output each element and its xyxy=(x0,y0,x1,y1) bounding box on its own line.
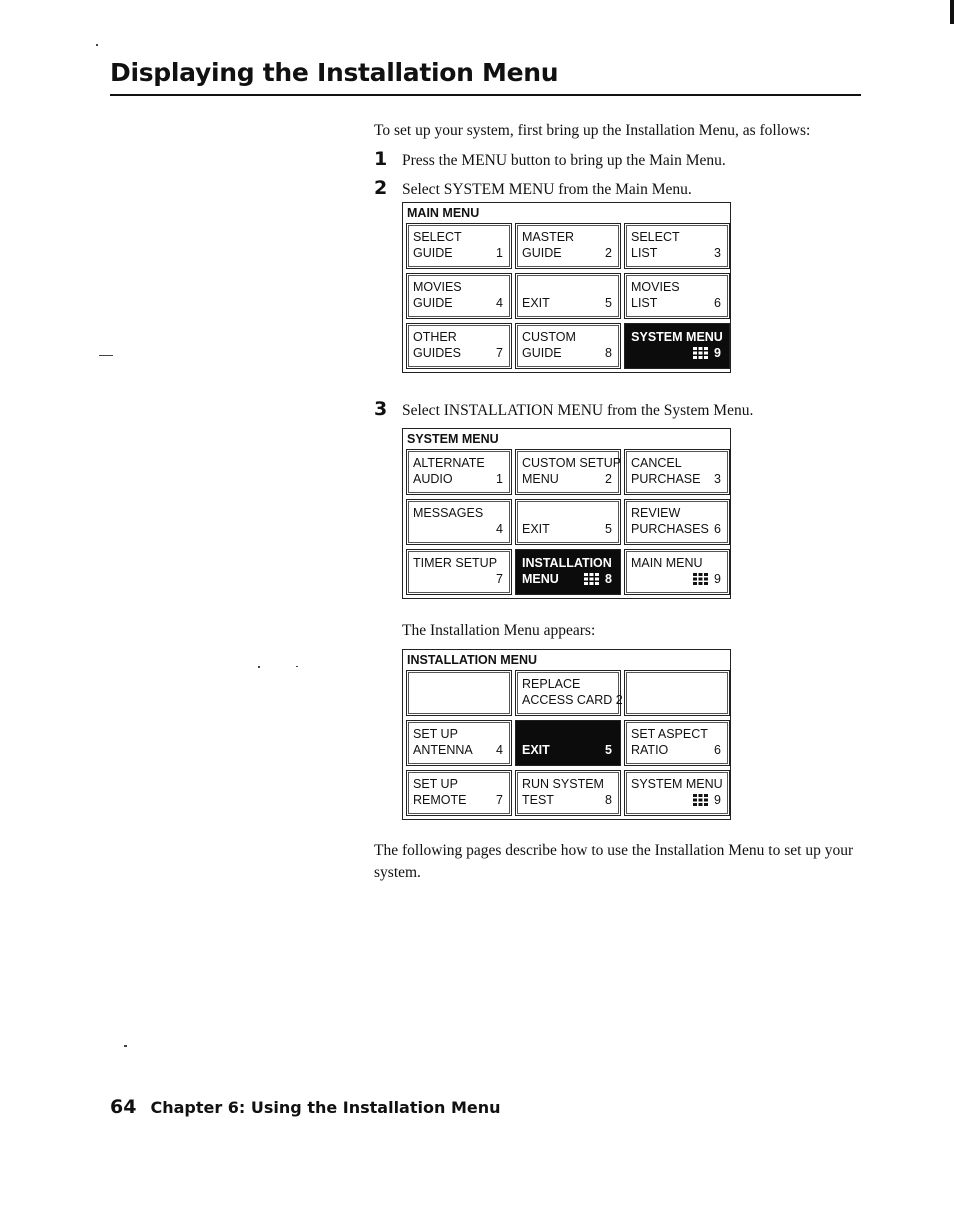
grid-icon xyxy=(693,794,708,806)
cell-number: 4 xyxy=(496,743,503,757)
cell-label: INSTALLATION xyxy=(522,556,612,570)
menu-cell-review-purchases[interactable] xyxy=(624,499,730,545)
closing-text: The following pages describe how to use the Installation Menu to set up your system. xyxy=(374,842,854,881)
cell-number: 8 xyxy=(605,793,612,807)
system-menu-diagram xyxy=(402,428,731,599)
cell-label: EXIT xyxy=(522,743,550,757)
cell-number: 8 xyxy=(605,572,612,586)
cell-label: SYSTEM MENU xyxy=(631,777,723,791)
cell-label: SET UP xyxy=(413,727,458,741)
scan-speck xyxy=(258,666,260,668)
menu-cell-exit[interactable] xyxy=(515,720,621,766)
cell-label: GUIDE xyxy=(522,346,562,360)
cell-label: MENU xyxy=(522,472,559,486)
cell-number-group xyxy=(584,571,612,587)
cell-label: GUIDE xyxy=(522,246,562,260)
cell-label: TEST xyxy=(522,793,554,807)
scan-speck xyxy=(124,1045,127,1047)
menu-cell-installation-menu[interactable] xyxy=(515,549,621,595)
cell-number: 8 xyxy=(605,346,612,360)
menu-cell-select-guide[interactable] xyxy=(406,223,512,269)
step-text: Select SYSTEM MENU from the Main Menu. xyxy=(402,181,692,198)
menu-cell-messages[interactable] xyxy=(406,499,512,545)
menu-cell-set-aspect-ratio[interactable] xyxy=(624,720,730,766)
cell-label: OTHER xyxy=(413,330,457,344)
menu-grid xyxy=(403,670,730,819)
cell-number: 1 xyxy=(496,246,503,260)
step-number: 1 xyxy=(374,148,388,170)
menu-cell-other-guides[interactable] xyxy=(406,323,512,369)
cell-label: CUSTOM xyxy=(522,330,576,344)
intro-text: To set up your system, first bring up the Installation Menu, as follows: xyxy=(374,122,811,139)
grid-icon xyxy=(584,573,599,585)
grid-icon xyxy=(693,573,708,585)
menu-cell-movies-list[interactable] xyxy=(624,273,730,319)
cell-label: ALTERNATE xyxy=(413,456,485,470)
page-footer xyxy=(110,1096,501,1118)
menu-title: INSTALLATION MENU xyxy=(407,653,538,667)
cell-label: SET ASPECT xyxy=(631,727,708,741)
menu-cell-blank xyxy=(406,670,512,716)
cell-label: LIST xyxy=(631,246,658,260)
appears-text: The Installation Menu appears: xyxy=(402,622,596,639)
menu-title: SYSTEM MENU xyxy=(407,432,499,446)
cell-number: 7 xyxy=(496,793,503,807)
grid-icon xyxy=(693,347,708,359)
cell-number: 7 xyxy=(496,346,503,360)
step-1 xyxy=(374,148,726,170)
cell-number-group xyxy=(693,792,721,808)
cell-number: 6 xyxy=(714,522,721,536)
cell-label: GUIDE xyxy=(413,296,453,310)
cell-label: PURCHASES xyxy=(631,522,709,536)
cell-number-group xyxy=(693,571,721,587)
cell-label: LIST xyxy=(631,296,658,310)
cell-number: 2 xyxy=(605,246,612,260)
cell-label: TIMER SETUP xyxy=(413,556,498,570)
cell-label: MOVIES xyxy=(413,280,462,294)
scan-speck xyxy=(96,44,98,46)
cell-number: 6 xyxy=(714,743,721,757)
menu-cell-movies-guide[interactable] xyxy=(406,273,512,319)
cell-label: EXIT xyxy=(522,296,550,310)
cell-number: 9 xyxy=(714,793,721,807)
cell-label xyxy=(522,726,614,742)
cell-label: SYSTEM MENU xyxy=(631,330,723,344)
cell-label: CANCEL xyxy=(631,456,682,470)
menu-title: MAIN MENU xyxy=(407,206,480,220)
cell-label: MOVIES xyxy=(631,280,680,294)
cell-number: 9 xyxy=(714,346,721,360)
cell-label: REVIEW xyxy=(631,506,681,520)
cell-number: 4 xyxy=(496,296,503,310)
cell-label: SELECT xyxy=(631,230,680,244)
cell-label: MAIN MENU xyxy=(631,556,703,570)
cell-number: 7 xyxy=(496,572,503,586)
menu-cell-replace-access-card[interactable] xyxy=(515,670,621,716)
menu-cell-select-list[interactable] xyxy=(624,223,730,269)
step-3 xyxy=(374,398,753,420)
menu-cell-master-guide[interactable] xyxy=(515,223,621,269)
menu-cell-blank xyxy=(624,670,730,716)
cell-number: 5 xyxy=(605,296,612,310)
cell-label: RUN SYSTEM xyxy=(522,777,604,791)
menu-cell-system-menu[interactable] xyxy=(624,770,730,816)
cell-label: REMOTE xyxy=(413,793,467,807)
title-rule xyxy=(110,94,861,96)
step-number: 2 xyxy=(374,177,388,199)
cell-label xyxy=(413,521,505,537)
cell-label: EXIT xyxy=(522,522,550,536)
cell-label: PURCHASE xyxy=(631,472,701,486)
cell-number: 5 xyxy=(605,743,612,757)
menu-cell-set-up-antenna[interactable] xyxy=(406,720,512,766)
cell-number: 5 xyxy=(605,522,612,536)
page-title: Displaying the Installation Menu xyxy=(110,58,559,87)
scan-speck xyxy=(296,666,298,667)
cell-label xyxy=(413,571,505,587)
menu-cell-exit[interactable] xyxy=(515,273,621,319)
menu-cell-system-menu[interactable] xyxy=(624,323,730,369)
step-2 xyxy=(374,177,692,199)
cell-label: MASTER xyxy=(522,230,575,244)
cell-number-group xyxy=(693,345,721,361)
step-text: Press the MENU button to bring up the Main Menu. xyxy=(402,152,726,169)
cell-number: 1 xyxy=(496,472,503,486)
menu-cell-custom-setup-menu[interactable] xyxy=(515,449,621,495)
cell-label: GUIDES xyxy=(413,346,461,360)
cell-label: SELECT xyxy=(413,230,462,244)
cell-label: CUSTOM SETUP xyxy=(522,456,622,470)
installation-menu-diagram xyxy=(402,649,731,820)
cell-label xyxy=(522,505,614,521)
cell-number: 3 xyxy=(714,472,721,486)
cell-label: MENU xyxy=(522,572,559,586)
menu-grid xyxy=(403,449,730,598)
cell-number: 6 xyxy=(714,296,721,310)
cell-number: 2 xyxy=(605,472,612,486)
menu-cell-alternate-audio[interactable] xyxy=(406,449,512,495)
menu-cell-set-up-remote[interactable] xyxy=(406,770,512,816)
cell-number: 4 xyxy=(496,522,503,536)
scan-speck xyxy=(99,355,113,356)
page-number: 64 xyxy=(110,1096,137,1118)
cell-number: 3 xyxy=(714,246,721,260)
menu-cell-run-system-test[interactable] xyxy=(515,770,621,816)
cell-label: GUIDE xyxy=(413,246,453,260)
cell-label: RATIO xyxy=(631,743,669,757)
main-menu-diagram xyxy=(402,202,731,373)
cell-label: MESSAGES xyxy=(413,506,484,520)
menu-cell-timer-setup[interactable] xyxy=(406,549,512,595)
cell-label: SET UP xyxy=(413,777,458,791)
menu-grid xyxy=(403,223,730,372)
cell-label xyxy=(522,279,614,295)
step-text: Select INSTALLATION MENU from the System Menu. xyxy=(402,402,754,419)
menu-cell-cancel-purchase[interactable] xyxy=(624,449,730,495)
cell-number: 9 xyxy=(714,572,721,586)
chapter-title: Chapter 6: Using the Installation Menu xyxy=(150,1098,501,1117)
cell-label: ACCESS CARD 2 xyxy=(522,693,623,707)
page-edge-mark xyxy=(950,0,954,24)
menu-cell-main-menu[interactable] xyxy=(624,549,730,595)
cell-label: ANTENNA xyxy=(413,743,473,757)
cell-label: REPLACE xyxy=(522,677,581,691)
step-number: 3 xyxy=(374,398,388,420)
cell-label: AUDIO xyxy=(413,472,453,486)
menu-cell-custom-guide[interactable] xyxy=(515,323,621,369)
menu-cell-exit[interactable] xyxy=(515,499,621,545)
